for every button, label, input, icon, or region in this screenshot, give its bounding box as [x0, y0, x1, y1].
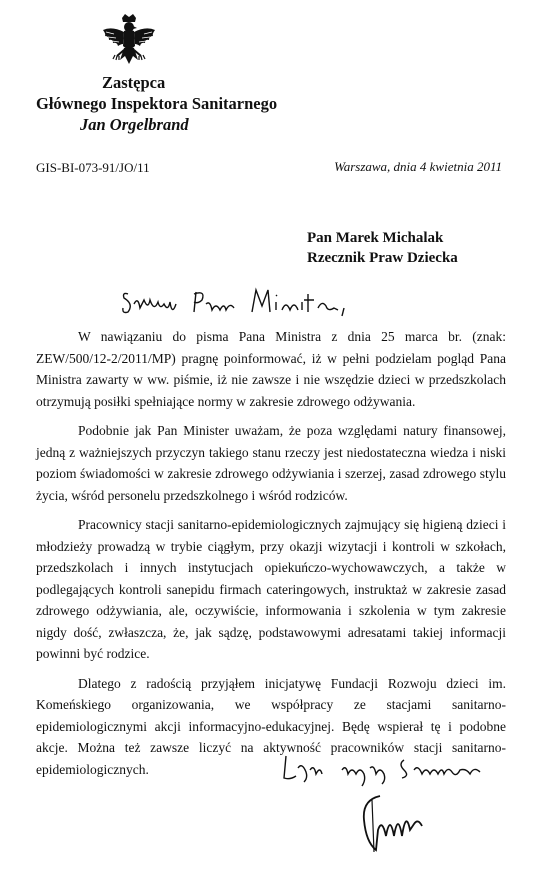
handwritten-salutation [120, 282, 360, 322]
issuer-header [36, 72, 336, 135]
handwritten-closing [280, 748, 490, 788]
body-paragraph: Pracownicy stacji sanitarno-epidemiologicznych zajmujący się higieną dzieci i młodzieży prowadzą w trybie ciągłym, przy okazji wizytacji i kontroli w szkołach, przedszkolach i innych instytucjach opiekuńczo-wychowawczych, a także w podlegających kontroli sanepidu firmach cateringowych, instruktaż w zakresie zasad zdrowego odżywiania, ale, oczywiście, informowania i szkolenia w tym zakresie nigdy dość, zwłaszcza, że, jak sądzę, podstawowymi adresatami takiej informacji powinni być rodzice. [36, 517, 506, 661]
handwritten-signature [352, 790, 442, 858]
body-paragraph: Dlatego z radością przyjąłem inicjatywę Fundacji Rozwoju dzieci im. Komeńskiego organizowania, we współpracy ze stacjami sanitarno-epidemiologicznymi akcji informacyjno-edukacyjnej. Będę wspierał tę i podobne akcje. Można też zawsze liczyć na aktywność pracowników stacji sanitarno-epidemiologicznych. [36, 675, 506, 777]
body-paragraph: Podobnie jak Pan Minister uważam, że poza względami natury finansowej, jedną z ważniejszych przyczyn takiego stanu rzeczy jest niedostateczna wiedza i niski poziom świadomości w zakresie zdrowego odżywiania i szerzej, zasad zdrowego stylu życia, wśród personelu przedszkolnego i wśród rodziców. [36, 423, 506, 503]
issuer-name: Jan Orgelbrand [80, 115, 189, 134]
polish-eagle-emblem-icon [100, 12, 158, 68]
letter-date: Warszawa, dnia 4 kwietnia 2011 [334, 159, 502, 174]
recipient-title: Rzecznik Praw Dziecka [307, 250, 458, 266]
issuer-title-line2: Głównego Inspektora Sanitarnego [36, 94, 278, 113]
reference-number: GIS-BI-073-91/JO/11 [36, 160, 150, 175]
issuer-title-line1: Zastępca [102, 73, 166, 92]
body-paragraph: W nawiązaniu do pisma Pana Ministra z dnia 25 marca br. (znak: ZEW/500/12-2/2011/MP) pragnę poinformować, iż w pełni podzielam pogląd Pana Ministra zawarty w ww. piśmie, iż nie zawsze i nie wszędzie dzieci w przedszkolach otrzymują posiłki spełniające normy w zakresie zdrowego odżywania. [36, 329, 506, 409]
recipient-block [307, 228, 458, 268]
letter-body [36, 326, 506, 788]
recipient-name: Pan Marek Michalak [307, 230, 444, 246]
